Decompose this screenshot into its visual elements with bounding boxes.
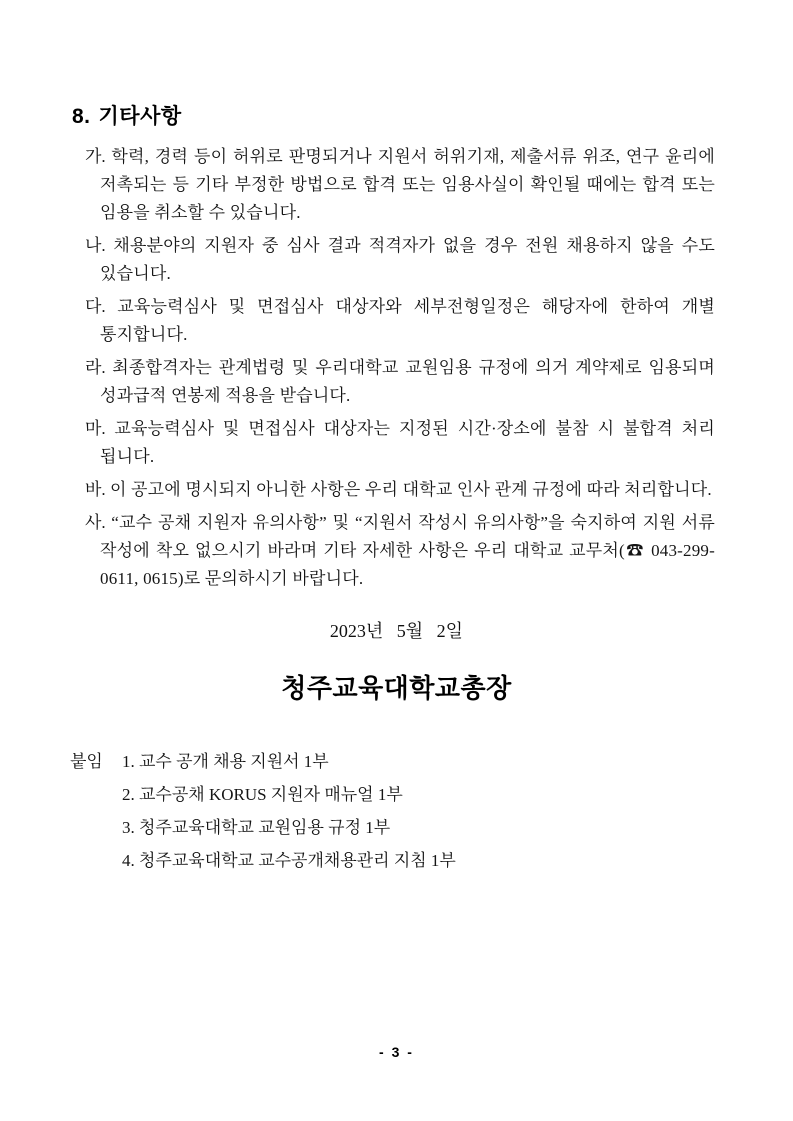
item-text: 교육능력심사 및 면접심사 대상자는 지정된 시간·장소에 불참 시 불합격 처리 됩니다. <box>100 419 715 466</box>
other-matters-list <box>85 143 715 593</box>
attachments-list <box>122 745 733 877</box>
item-text: “교수 공채 지원자 유의사항” 및 “지원서 작성시 유의사항”을 숙지하여 지원 서류 작성에 착오 없으시기 바라며 기타 자세한 사항은 우리 대학교 교무처(☎ 043-299-0611, 0615)로 문의하시기 바랍니다. <box>100 513 716 588</box>
item-text: 채용분야의 지원자 중 심사 결과 적격자가 없을 경우 전원 채용하지 않을 수도 있습니다. <box>100 236 716 283</box>
item-marker: 가. <box>85 147 106 166</box>
attachment-item: 2. 교수공채 KORUS 지원자 매뉴얼 1부 <box>122 785 403 804</box>
section-number: 8. <box>72 105 91 128</box>
item-marker: 마. <box>85 419 106 438</box>
list-item-ma <box>85 415 715 471</box>
list-item-sa <box>85 509 715 593</box>
list-item-da <box>85 293 715 349</box>
item-marker: 다. <box>85 297 106 316</box>
item-marker: 라. <box>85 358 106 377</box>
item-text: 이 공고에 명시되지 아니한 사항은 우리 대학교 인사 관계 규정에 따라 처리합니다. <box>109 480 712 499</box>
item-text: 교육능력심사 및 면접심사 대상자와 세부전형일정은 해당자에 한하여 개별 통지합니다. <box>100 297 715 344</box>
page-number: - 3 - <box>379 1044 414 1060</box>
attachment-item: 1. 교수 공개 채용 지원서 1부 <box>122 752 329 771</box>
item-marker: 나. <box>85 236 106 255</box>
attachments-section <box>70 745 733 877</box>
section-heading <box>72 103 793 130</box>
list-item-ga <box>85 143 715 227</box>
item-marker: 사. <box>85 513 106 532</box>
item-text: 학력, 경력 등이 허위로 판명되거나 지원서 허위기재, 제출서류 위조, 연구 윤리에 저촉되는 등 기타 부정한 방법으로 합격 또는 임용사실이 확인될 때에는 합격 또는 임용을 취소할 수 있습니다. <box>100 147 715 222</box>
item-text: 최종합격자는 관계법령 및 우리대학교 교원임용 규정에 의거 계약제로 임용되며 성과급적 연봉제 적용을 받습니다. <box>100 358 716 405</box>
attachments-label: 붙임 <box>70 752 103 771</box>
list-item-na <box>85 232 715 288</box>
section-title: 기타사항 <box>98 105 182 128</box>
document-date: 2023년 5월 2일 <box>329 621 464 641</box>
attachment-item: 4. 청주교육대학교 교수공개채용관리 지침 1부 <box>122 851 456 870</box>
attachment-item: 3. 청주교육대학교 교원임용 규정 1부 <box>122 818 391 837</box>
list-item-ba <box>85 476 715 504</box>
item-marker: 바. <box>85 480 106 499</box>
list-item-ra <box>85 354 715 410</box>
signature-title: 청주교육대학교총장 <box>281 673 512 703</box>
